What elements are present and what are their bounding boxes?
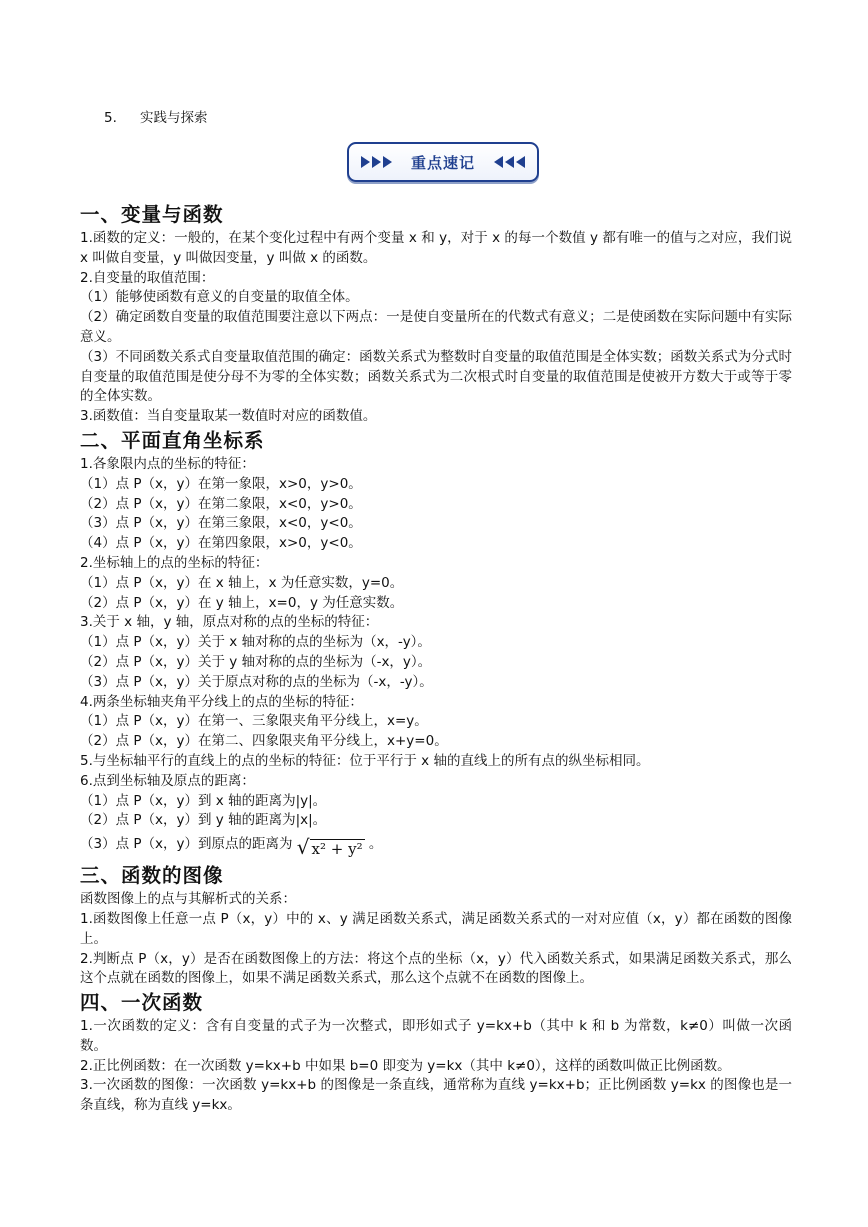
- paragraph: 2.自变量的取值范围：: [80, 269, 215, 286]
- paragraph: 4.两条坐标轴夹角平分线上的点的坐标的特征：: [80, 693, 363, 710]
- paragraph: 5.与坐标轴平行的直线上的点的坐标的特征：位于平行于 x 轴的直线上的所有点的纵坐标相同。: [80, 752, 650, 769]
- banner-title: 重点速记: [410, 153, 475, 172]
- paragraph: （2）点 P（x，y）在第二象限，x<0，y>0。: [80, 495, 362, 512]
- paragraph: （2）点 P（x，y）在第二、四象限夹角平分线上，x+y=0。: [80, 733, 448, 750]
- toc-label: 实践与探索: [140, 110, 208, 126]
- paragraph: 2.判断点 P（x，y）是否在函数图像上的方法：将这个点的坐标（x，y）代入函数关系式，如果满足函数关系式，那么这个点就在函数的图像上，如果不满足函数关系式，那么这个点就不在函数的图像上。: [80, 950, 792, 987]
- section-heading: 四、一次函数: [80, 991, 204, 1015]
- paragraph: （1）点 P（x，y）关于 x 轴对称的点的坐标为（x，-y）。: [80, 634, 431, 651]
- key-points-banner: [347, 142, 539, 182]
- arrow-right-icon: [361, 156, 370, 168]
- square-root-formula: [297, 834, 365, 862]
- paragraph: （2）确定函数自变量的取值范围要注意以下两点：一是使自变量所在的代数式有意义；二是使函数在实际问题中有实际意义。: [80, 309, 792, 345]
- paragraph: 函数图像上的点与其解析式的关系：: [80, 891, 296, 908]
- paragraph: 2.正比例函数：在一次函数 y=kx+b 中如果 b=0 即变为 y=kx（其中 k≠0），这样的函数叫做正比例函数。: [80, 1057, 731, 1074]
- arrow-right-icon: [372, 156, 381, 168]
- section-heading: 二、平面直角坐标系: [80, 428, 265, 452]
- paragraph: （2）点 P（x，y）在 y 轴上，x=0，y 为任意实数。: [80, 594, 404, 611]
- paragraph: （4）点 P（x，y）在第四象限，x>0，y<0。: [80, 535, 362, 552]
- paragraph: （1）点 P（x，y）在 x 轴上，x 为任意实数，y=0。: [80, 574, 404, 591]
- arrow-left-icon: [505, 156, 514, 168]
- paragraph: （1）能够使函数有意义的自变量的取值全体。: [80, 289, 359, 306]
- paragraph: （2）点 P（x，y）关于 y 轴对称的点的坐标为（-x，y）。: [80, 653, 432, 670]
- radicand: x² + y²: [311, 840, 363, 859]
- paragraph: （1）点 P（x，y）在第一、三象限夹角平分线上，x=y。: [80, 713, 428, 730]
- toc-item: [104, 106, 208, 126]
- formula-suffix: 。: [368, 836, 383, 853]
- notes-content: [80, 201, 792, 1116]
- arrow-right-icon: [383, 156, 392, 168]
- paragraph: 1.一次函数的定义：含有自变量的式子为一次整式，即形如式子 y=kx+b（其中 k 和 b 为常数，k≠0）叫做一次函数。: [80, 1018, 792, 1054]
- paragraph: （1）点 P（x，y）在第一象限，x>0，y>0。: [80, 475, 362, 492]
- paragraph: 3.关于 x 轴，y 轴，原点对称的点的坐标的特征：: [80, 614, 379, 631]
- paragraph: 1.函数的定义：一般的，在某个变化过程中有两个变量 x 和 y，对于 x 的每一个数值 y 都有唯一的值与之对应，我们说 x 叫做自变量，y 叫做因变量，y 叫做 x 的函数。: [80, 230, 792, 266]
- arrow-left-icon: [494, 156, 503, 168]
- paragraph: 6.点到坐标轴及原点的距离：: [80, 772, 255, 789]
- paragraph: 3.函数值：当自变量取某一数值时对应的函数值。: [80, 408, 377, 425]
- arrow-left-icon: [516, 156, 525, 168]
- paragraph: 3.一次函数的图像：一次函数 y=kx+b 的图像是一条直线，通常称为直线 y=kx+b；正比例函数 y=kx 的图像也是一条直线，称为直线 y=kx。: [80, 1077, 792, 1114]
- paragraph: （3）点 P（x，y）在第三象限，x<0，y<0。: [80, 515, 362, 532]
- paragraph: （3）点 P（x，y）关于原点对称的点的坐标为（-x，-y）。: [80, 673, 433, 690]
- paragraph: （2）点 P（x，y）到 y 轴的距离为|x|。: [80, 812, 327, 829]
- formula-prefix: （3）点 P（x，y）到原点的距离为: [80, 836, 293, 853]
- distance-formula-line: [80, 831, 792, 862]
- paragraph: 1.各象限内点的坐标的特征：: [80, 455, 255, 472]
- paragraph: （1）点 P（x，y）到 x 轴的距离为|y|。: [80, 792, 327, 809]
- toc-number: 5.: [104, 110, 117, 126]
- paragraph: 2.坐标轴上的点的坐标的特征：: [80, 554, 269, 571]
- section-heading: 三、函数的图像: [80, 864, 224, 888]
- section-heading: 一、变量与函数: [80, 203, 224, 226]
- radical-icon: √: [296, 835, 310, 860]
- paragraph: 1.函数图像上任意一点 P（x，y）中的 x、y 满足函数关系式，满足函数关系式的一对对应值（x，y）都在函数的图像上。: [80, 910, 792, 947]
- paragraph: （3）不同函数关系式自变量取值范围的确定：函数关系式为整数时自变量的取值范围是全体实数；函数关系式为分式时自变量的取值范围是使分母不为零的全体实数；函数关系式为二次根式时自变量的取值范围是使被开方数大于或等于零的全体实数。: [80, 348, 792, 405]
